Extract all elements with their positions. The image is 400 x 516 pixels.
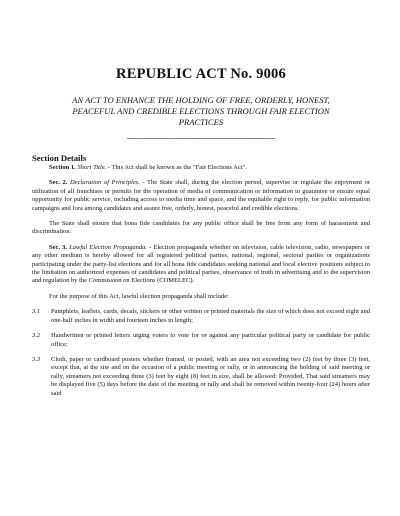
section-2-number: Sec. 2. [49, 179, 68, 187]
section-1 [32, 164, 370, 172]
divider-line: ------------------------------------------------------------------------- [126, 134, 276, 142]
section-1-number: Section 1. [49, 164, 76, 171]
list-item [32, 356, 370, 398]
section-3-text: - Election propaganda whether on television, cable television, radio, newspapers or any other medium is hereby allowed for all registered political parties, national, regional, sectoral parties or organizations participating under the party-list elections and for all bona fide candidates seeking national and local elective positions subject to the limitation on authorized expenses of candidates and political parties, observance of truth in advertising and to the supervision and regulation by the Commission on Elections (COMELEC). [32, 243, 371, 285]
section-3-number: Sec. 3. [49, 243, 67, 251]
list-item-number: 3.3 [32, 355, 41, 363]
section-2-title: Declaration of Principles. [69, 179, 140, 187]
section-1-title: Short Title. [77, 164, 107, 171]
section-heading: Section Details [32, 153, 87, 163]
list-item-text: Handwritten or printed letters urging voters to vote for or against any particular political party or candidate for public office; [51, 332, 370, 348]
list-item [32, 308, 370, 325]
section-2-paragraph-2: The State shall ensure that bona fide candidates for any public office shall be free from any form of harassment and discrimination. [32, 220, 370, 236]
section-1-text: - This Act shall be known as the "Fair Elections Act". [106, 164, 247, 171]
section-3-intro: For the purpose of this Act, lawful election propaganda shall include: [49, 292, 229, 300]
list-item [32, 332, 370, 349]
list-item-number: 3.1 [32, 308, 41, 316]
document-subtitle: AN ACT TO ENHANCE THE HOLDING OF FREE, ORDERLY, HONEST, PEACEFUL AND CREDIBLE ELECTIONS THROUGH FAIR ELECTION PRACTICES [72, 95, 330, 127]
document-title: REPUBLIC ACT No. 9006 [116, 66, 286, 82]
section-2-text: - The State shall, during the election period, supervise or regulate the enjoyment or utilization of all franchises or permits for the operation of media of communication or information to guarantee or ensure equal opportunity for public service, including access to media time and space, and the equitable right to reply, for public information campaigns and fora among candidates and assure free, orderly, honest, peaceful and credible elections. [32, 179, 370, 212]
section-3-title: Lawful Election Propaganda. [69, 243, 147, 251]
list-item-text: Cloth, paper or cardboard posters whether framed, or posted, with an area not exceeding two (2) feet by three (3) feet, except that, at the site and on the occasion of a public meeting or rally, or in announcing the holding of said meeting or rally, streamers not exceeding three (3) feet by eight (8) feet in size, shall be allowed: Provided, That said streamers may be displayed five (5) days before the date of the meeting or rally and shall be removed within twenty-four (24) hours after said [51, 355, 370, 397]
section-3 [32, 244, 370, 286]
section-2 [32, 179, 370, 213]
list-item-text: Pamphlets, leaflets, cards, decals, stickers or other written or printed materials the size of which does not exceed eight and one-half inches in width and fourteen inches in length; [51, 308, 370, 324]
list-item-number: 3.2 [32, 332, 41, 340]
